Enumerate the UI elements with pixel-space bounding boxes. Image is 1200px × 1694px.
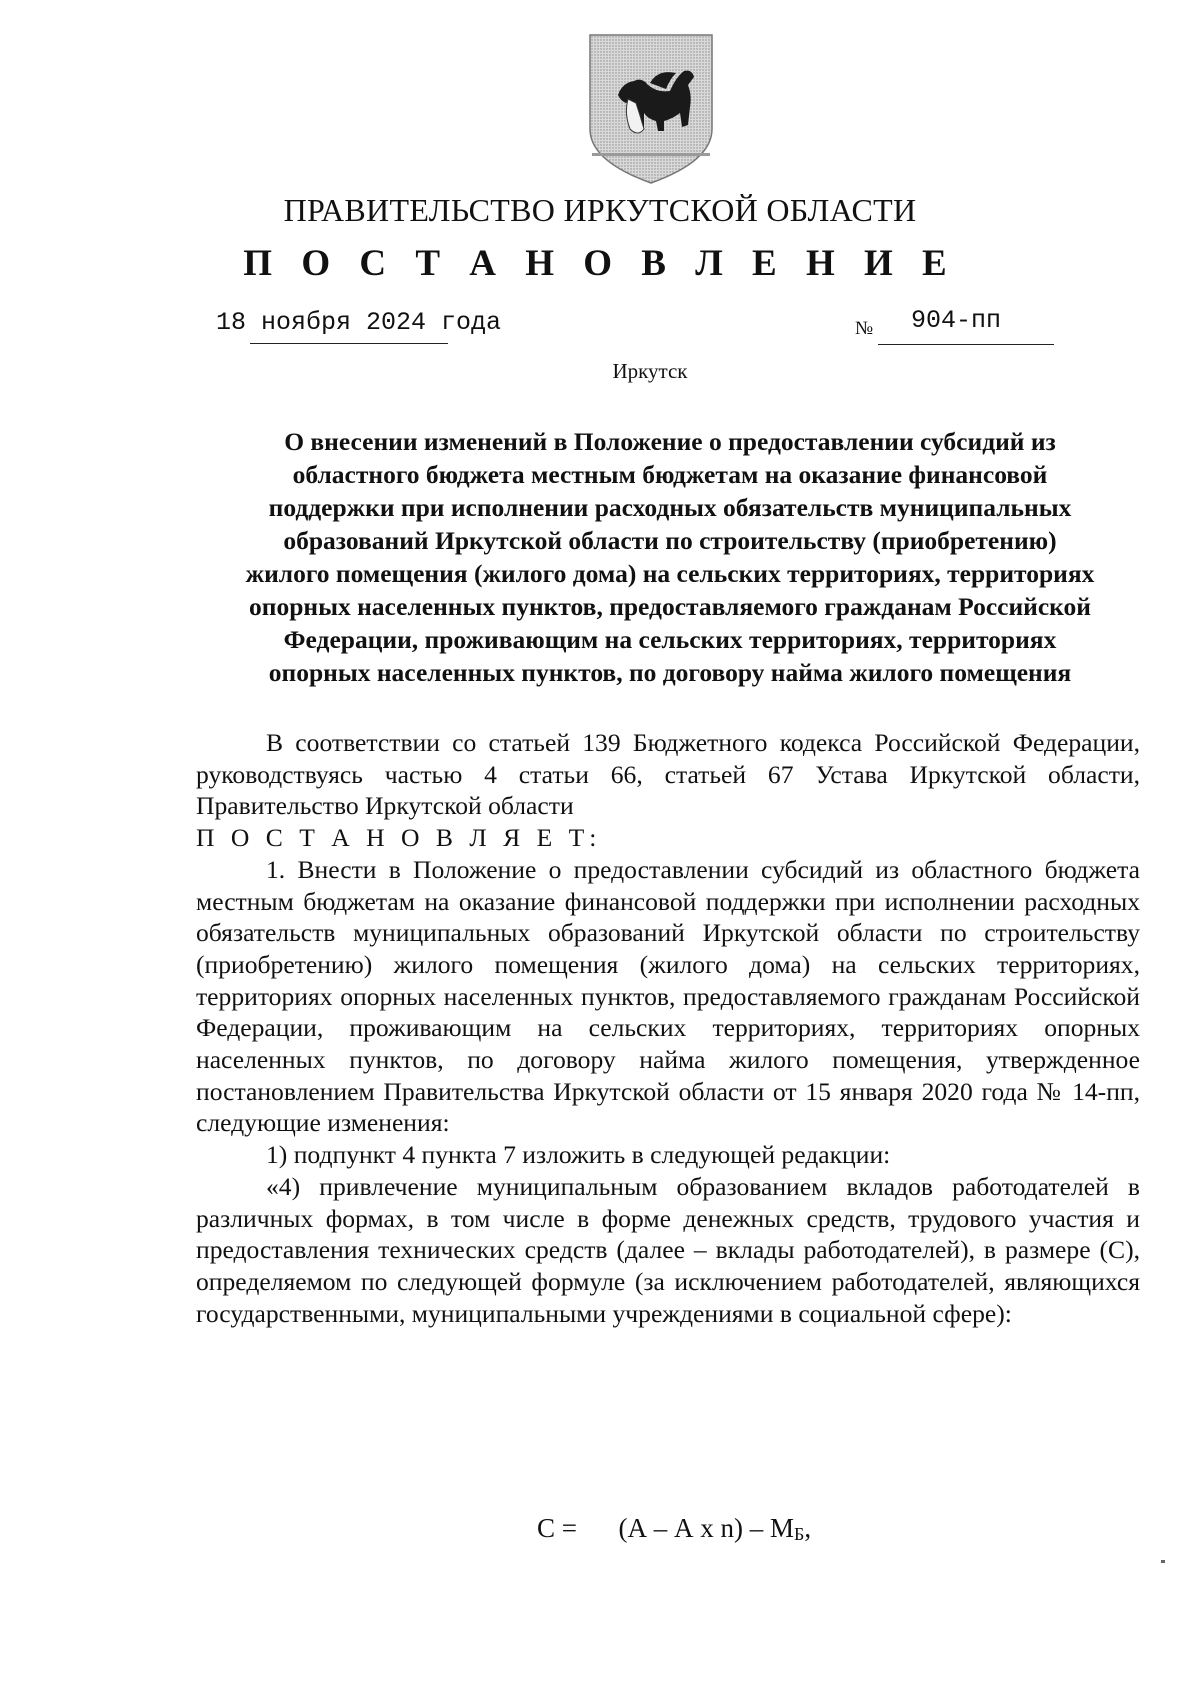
coat-of-arms-icon xyxy=(588,33,714,185)
decree-date: 18 ноября 2024 года xyxy=(216,308,502,337)
preamble-paragraph: В соответствии со статьей 139 Бюджетного кодекса Российской Федерации, руководствуясь частью 4 статьи 66, статьей 67 Устава Иркутской области, Правительство Иркутской области xyxy=(196,728,1140,821)
formula-rhs: (А – А х n) – М xyxy=(618,1513,794,1543)
date-underline xyxy=(250,343,448,344)
item-1-paragraph: 1. Внести в Положение о предоставлении субсидий из областного бюджета местным бюджетам на оказание финансовой поддержки при исполнении расходных обязательств муниципальных образований Иркутской области по строительству (приобретению) жилого помещения (жилого дома) на сельских территориях, территориях опорных населенных пунктов, предоставляемого гражданам Российской Федерации, проживающим на сельских территориях, территориях опорных населенных пунктов, по договору найма жилого помещения, утвержденное постановлением Правительства Иркутской области от 15 января 2020 года № 14-пп, следующие изменения: xyxy=(196,854,1140,1138)
number-sign: № xyxy=(855,318,874,339)
subject-line: Федерации, проживающим на сельских территориях, территориях xyxy=(283,625,1057,654)
subject-line: опорных населенных пунктов, предоставляемого гражданам Российской xyxy=(249,592,1091,621)
quoted-subitem-4-paragraph: «4) привлечение муниципальным образованием вкладов работодателей в различных формах, в том числе в форме денежных средств, трудового участия и предоставления технических средств (далее – вклады работодателей), в размере (С), определяемом по следующей формуле (за исключением работодателей, являющихся государственными, муниципальными учреждениями в социальной сфере): xyxy=(196,1171,1140,1328)
subject-line: опорных населенных пунктов, по договору найма жилого помещения xyxy=(268,658,1072,687)
formula-lhs: С = xyxy=(537,1513,577,1543)
formula xyxy=(537,1513,811,1545)
subitem-1-paragraph: 1) подпункт 4 пункта 7 изложить в следующей редакции: xyxy=(266,1140,891,1170)
decree-number: 904-пп xyxy=(911,306,1002,335)
scan-speck xyxy=(1161,1560,1165,1563)
subject-line: О внесении изменений в Положение о предоставлении субсидий из xyxy=(284,427,1056,456)
formula-tail: , xyxy=(804,1513,812,1543)
subject-line: жилого помещения (жилого дома) на сельских территориях, территориях xyxy=(245,559,1095,588)
subject-line: областного бюджета местным бюджетам на оказание финансовой xyxy=(292,460,1048,489)
city: Иркутск xyxy=(612,359,688,383)
number-underline xyxy=(878,344,1054,345)
subject-line: поддержки при исполнении расходных обязательств муниципальных xyxy=(268,493,1072,522)
document-body xyxy=(196,727,1140,1329)
resolves-heading: П О С Т А Н О В Л Я Е Т: xyxy=(196,823,602,853)
subject-line: образований Иркутской области по строительству (приобретению) xyxy=(283,526,1057,555)
formula-subscript: Б xyxy=(794,1524,805,1544)
government-name: ПРАВИТЕЛЬСТВО ИРКУТСКОЙ ОБЛАСТИ xyxy=(283,192,917,228)
decree-subject xyxy=(196,425,1144,689)
document-type-title: П О С Т А Н О В Л Е Н И Е xyxy=(243,243,957,284)
